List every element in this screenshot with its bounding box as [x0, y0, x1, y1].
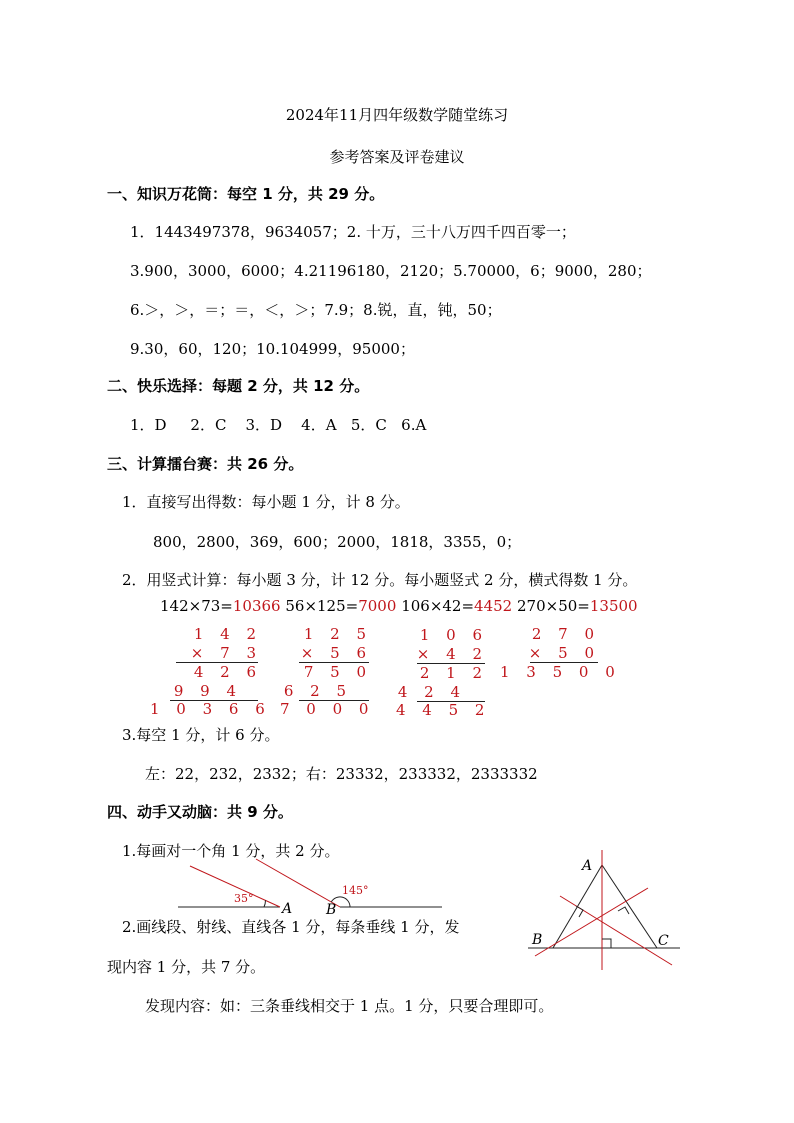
- section-4-heading: 四、动手又动脑：共 9 分。: [107, 803, 293, 821]
- altitude-from-b: [535, 888, 648, 956]
- eq-2-result: 7000: [358, 597, 397, 615]
- right-angle-mark-ac: [618, 907, 629, 914]
- s4-q2-line-1: 2.画线段、射线、直线各 1 分，每条垂线 1 分，发: [122, 918, 460, 936]
- eq-4-result: 13500: [589, 597, 638, 615]
- s1-line-2: 3.900，3000，6000；4.21196180，2120；5.70000，6；9000，280；: [130, 262, 652, 280]
- vert1-multiplicand: 1 4 2: [193, 625, 262, 643]
- eq-1-result: 10366: [232, 597, 281, 615]
- eq-1-expr: 142×73=: [160, 597, 233, 615]
- s4-q2-line-2: 现内容 1 分，共 7 分。: [107, 958, 266, 976]
- eq-3-result: 4452: [474, 597, 513, 615]
- vert2-partial-2: 6 2 5: [283, 682, 352, 700]
- s3-q2: 2．用竖式计算：每小题 3 分，计 12 分。每小题竖式 2 分，横式得数 1 分。: [122, 571, 638, 589]
- s3-q3-answer: 左：22，232，2332；右：23332，233332，2333332: [145, 765, 538, 783]
- vert2-multiplier: × 5 6: [300, 644, 372, 662]
- vert1-multiplier: × 7 3: [190, 644, 262, 662]
- section-1-heading: 一、知识万花筒：每空 1 分，共 29 分。: [107, 185, 385, 203]
- section-3-heading: 三、计算擂台赛：共 26 分。: [107, 455, 304, 473]
- vert2-partial-1: 7 5 0: [303, 663, 372, 681]
- vert3-partial-2: 4 2 4: [397, 683, 466, 701]
- s3-q1: 1．直接写出得数：每小题 1 分，计 8 分。: [122, 493, 410, 511]
- s4-q1: 1.每画对一个角 1 分，共 2 分。: [122, 842, 340, 860]
- angle1-label: 35°: [234, 892, 254, 905]
- angle2-vertex-label: B: [326, 902, 337, 916]
- s1-line-1: 1．1443497378，9634057；2. 十万，三十八万四千四百零一；: [130, 223, 576, 241]
- angle2-label: 145°: [342, 884, 369, 897]
- page-subtitle: 参考答案及评卷建议: [329, 148, 465, 166]
- angle1-vertex-label: A: [282, 901, 293, 916]
- vert3-multiplier: × 4 2: [416, 645, 488, 663]
- vert1-partial-2: 9 9 4: [173, 682, 242, 700]
- eq-2-expr: 56×125=: [285, 597, 359, 615]
- vert3-partial-1: 2 1 2: [419, 664, 488, 682]
- vert4-multiplier: × 5 0: [528, 644, 600, 662]
- triangle-altitudes-figure: [520, 848, 690, 978]
- s1-line-3: 6.＞，＞，＝；＝，＜，＞；7.9；8.锐，直，钝，50；: [130, 301, 502, 319]
- s3-q3: 3.每空 1 分，计 6 分。: [122, 726, 280, 744]
- vert2-result: 7 0 0 0: [280, 700, 375, 718]
- vert3-result: 4 4 5 2: [396, 701, 491, 719]
- angle2-drawn-ray: [256, 859, 340, 907]
- vert1-partial-1: 4 2 6: [193, 663, 262, 681]
- s3-q1-answer: 800，2800，369，600；2000，1818，3355，0；: [153, 533, 522, 551]
- section-2-heading: 二、快乐选择：每题 2 分，共 12 分。: [107, 377, 370, 395]
- angle-figures: [170, 856, 450, 916]
- triangle-label-c: C: [658, 933, 669, 949]
- right-angle-mark-bc: [602, 939, 611, 948]
- page-title: 2024年11月四年级数学随堂练习: [285, 106, 509, 124]
- eq-4-expr: 270×50=: [517, 597, 590, 615]
- triangle-label-b: B: [532, 932, 543, 948]
- s1-line-4: 9.30，60，120；10.104999，95000；: [130, 340, 415, 358]
- eq-3-expr: 106×42=: [401, 597, 475, 615]
- s4-found: 发现内容：如：三条垂线相交于 1 点。1 分，只要合理即可。: [145, 997, 554, 1015]
- angle1-arc: [264, 900, 266, 907]
- vert4-result: 1 3 5 0 0: [500, 663, 621, 681]
- vert1-result: 1 0 3 6 6: [150, 700, 271, 718]
- vert3-multiplicand: 1 0 6: [419, 626, 488, 644]
- s2-answers: 1．D 2．C 3．D 4．A 5．C 6.A: [130, 416, 427, 434]
- vert4-multiplicand: 2 7 0: [531, 625, 600, 643]
- triangle-label-a: A: [582, 858, 593, 874]
- vert2-multiplicand: 1 2 5: [303, 625, 372, 643]
- equation-row: [160, 597, 638, 615]
- triangle-side-ac: [602, 865, 657, 948]
